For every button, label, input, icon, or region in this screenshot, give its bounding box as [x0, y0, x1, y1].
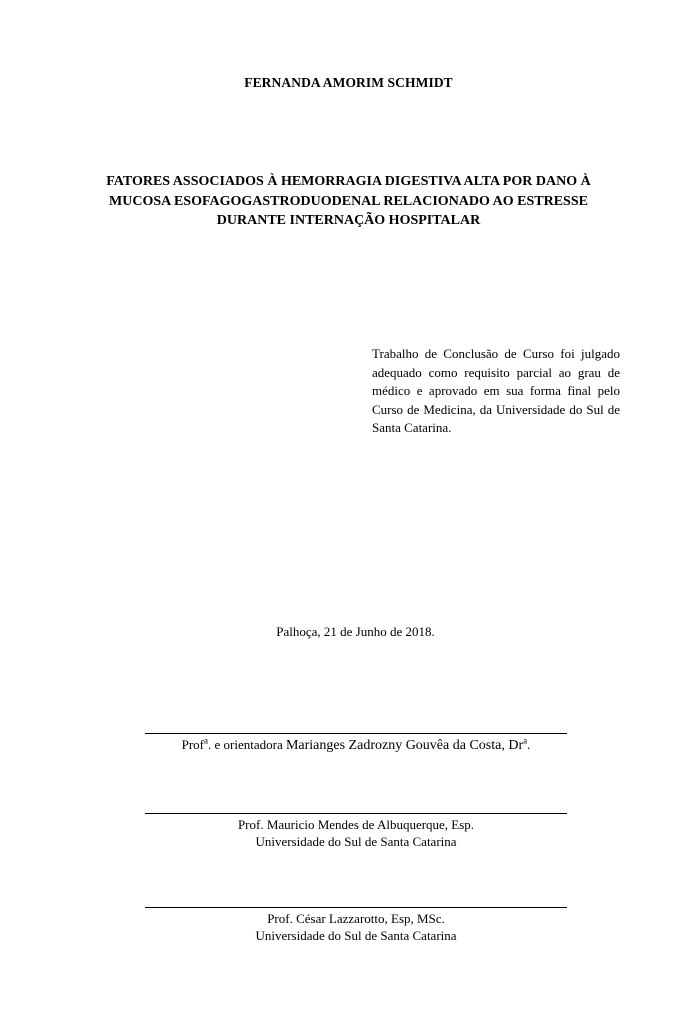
signature-block-examiner-1 — [145, 813, 567, 850]
place-date: Palhoça, 21 de Junho de 2018. — [276, 624, 435, 639]
signature-institution: Universidade do Sul de Santa Catarina — [255, 834, 457, 849]
title-line: DURANTE INTERNAÇÃO HOSPITALAR — [216, 213, 481, 228]
signature-line — [145, 733, 567, 734]
title-line: FATORES ASSOCIADOS À HEMORRAGIA DIGESTIVA ALTA POR DANO À — [106, 174, 591, 189]
thesis-title — [70, 172, 627, 231]
signature-role: . e orientadora — [208, 737, 286, 752]
signature-prefix: Prof — [181, 737, 204, 752]
signature-block-examiner-2 — [145, 907, 567, 944]
signature-name — [145, 736, 567, 754]
title-line: MUCOSA ESOFAGOGASTRODUODENAL RELACIONADO AO ESTRESSE — [109, 193, 588, 209]
signature-prefix-sup: a — [204, 735, 208, 746]
advisor-name-sup: a — [523, 735, 528, 746]
signature-institution: Universidade do Sul de Santa Catarina — [255, 928, 457, 943]
signature-line — [145, 813, 567, 814]
approval-statement: Trabalho de Conclusão de Curso foi julgado adequado como requisito parcial ao grau de médico e aprovado em sua forma final pelo Curso de Medicina, da Universidade do Sul de Santa Catarina. — [372, 346, 620, 435]
signature-block-advisor — [145, 733, 567, 754]
signature-line — [145, 907, 567, 908]
advisor-name: Marianges Zadrozny Gouvêa da Costa, Dr — [285, 738, 524, 753]
signature-suffix: . — [527, 737, 531, 752]
signature-name: Prof. César Lazzarotto, Esp, MSc. — [267, 911, 445, 926]
signature-name: Prof. Mauricio Mendes de Albuquerque, Esp. — [237, 817, 475, 832]
author-name: FERNANDA AMORIM SCHMIDT — [244, 75, 453, 90]
